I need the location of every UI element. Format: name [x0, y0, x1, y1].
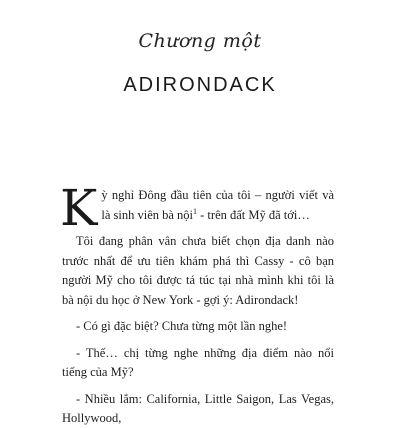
- chapter-title: ADIRONDACK: [123, 74, 277, 96]
- footnote-marker: 1: [193, 206, 198, 216]
- paragraph-2: Tôi đang phân vân chưa biết chọn địa danh nào trước nhất để ưu tiên khám phá thì Cassy - cô bạn người Mỹ cho tôi được tá túc tại nhà mình khi tôi là bà nội du học ở New York - gợi ý: Adirondack!: [62, 234, 334, 307]
- opening-text: ỳ nghỉ Đông đầu tiên của tôi – người viết và là sinh viên bà nội: [101, 188, 334, 222]
- chapter-label: Chương một: [138, 30, 262, 52]
- dialogue-line-1: - Có gì đặc biệt? Chưa từng một lần nghe!: [76, 319, 288, 333]
- dialogue-line-2: - Thế… chị từng nghe những địa điểm nào nổi tiếng của Mỹ?: [62, 345, 334, 379]
- paragraph-opening: [60, 179, 334, 237]
- drop-cap: K: [60, 179, 98, 237]
- opening-text-tail: - trên đất Mỹ đã tới…: [197, 207, 310, 222]
- chapter-body: [60, 179, 334, 429]
- dialogue-line-3: - Nhiều lắm: California, Little Saigon, Las Vegas, Hollywood,: [62, 391, 334, 425]
